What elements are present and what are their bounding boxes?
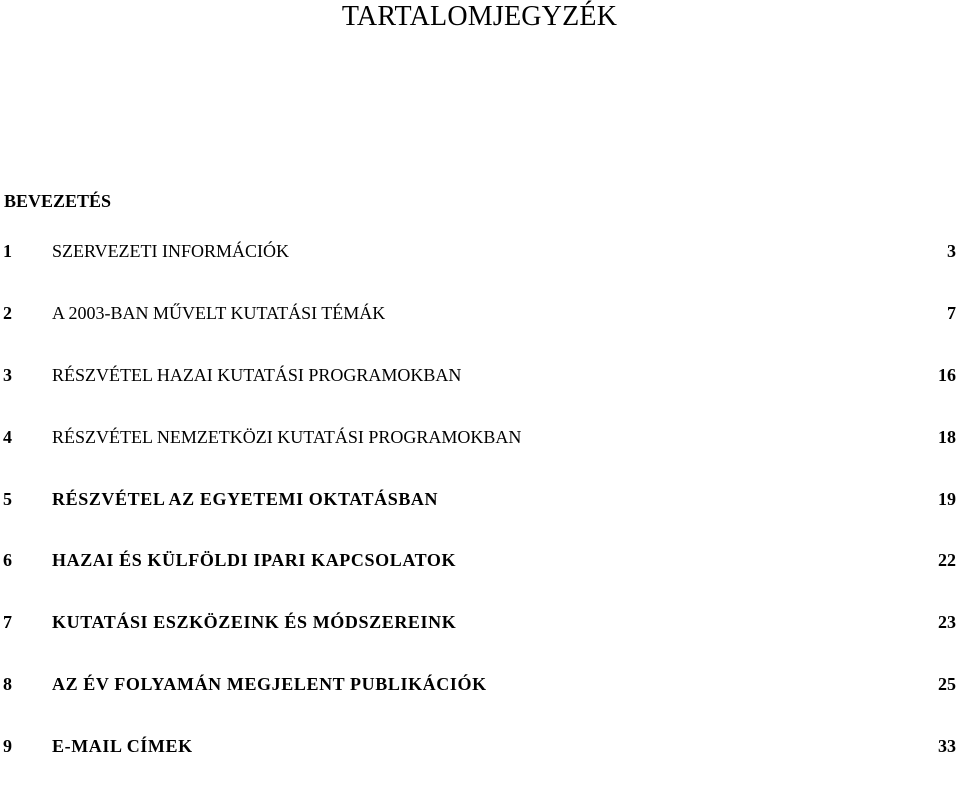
toc-entry-title: RÉSZVÉTEL AZ EGYETEMI OKTATÁSBAN: [52, 488, 439, 509]
toc-entry-page: 3: [947, 241, 956, 261]
toc-entry-title: SZERVEZETI INFORMÁCIÓK: [52, 241, 290, 261]
table-of-contents: [0, 241, 959, 798]
toc-entry[interactable]: [0, 612, 959, 674]
document-title: TARTALOMJEGYZÉK: [341, 1, 618, 32]
toc-entry-number: 8: [3, 674, 12, 695]
toc-entry-page: 7: [947, 302, 956, 323]
toc-intro-heading: BEVEZETÉS: [4, 191, 112, 211]
toc-entry-number: 3: [3, 364, 12, 385]
toc-entry-title: KUTATÁSI ESZKÖZEINK ÉS MÓDSZEREINK: [52, 612, 457, 633]
toc-entry-page: 25: [938, 674, 956, 695]
toc-entry-number: 4: [3, 426, 12, 447]
toc-entry-title: HAZAI ÉS KÜLFÖLDI IPARI KAPCSOLATOK: [52, 550, 457, 571]
toc-entry-title: AZ ÉV FOLYAMÁN MEGJELENT PUBLIKÁCIÓK: [52, 674, 487, 695]
toc-entry-title: E-MAIL CÍMEK: [52, 736, 193, 757]
toc-entry-title: A 2003-BAN MŰVELT KUTATÁSI TÉMÁK: [52, 302, 386, 323]
toc-entry[interactable]: [0, 550, 959, 612]
toc-entry-title: RÉSZVÉTEL NEMZETKÖZI KUTATÁSI PROGRAMOKBAN: [52, 426, 522, 447]
toc-entry-number: 2: [3, 302, 12, 323]
toc-entry-number: 9: [3, 736, 12, 757]
toc-entry-page: 23: [938, 612, 956, 633]
toc-entry-page: 33: [938, 736, 956, 757]
toc-entry-number: 7: [3, 612, 12, 633]
toc-entry-number: 6: [3, 550, 12, 571]
toc-entry[interactable]: [0, 674, 959, 736]
toc-entry-title: RÉSZVÉTEL HAZAI KUTATÁSI PROGRAMOKBAN: [52, 364, 462, 385]
toc-entry[interactable]: [0, 736, 959, 798]
toc-entry[interactable]: [0, 241, 959, 303]
toc-entry[interactable]: [0, 489, 959, 551]
toc-entry-number: 5: [3, 488, 12, 509]
toc-entry[interactable]: [0, 303, 959, 365]
toc-entry[interactable]: [0, 365, 959, 427]
toc-entry-number: 1: [3, 241, 12, 261]
toc-entry-page: 19: [938, 488, 956, 509]
toc-entry-page: 16: [938, 364, 956, 385]
toc-entry-page: 22: [938, 550, 956, 571]
toc-entry[interactable]: [0, 427, 959, 489]
toc-entry-page: 18: [938, 426, 956, 447]
